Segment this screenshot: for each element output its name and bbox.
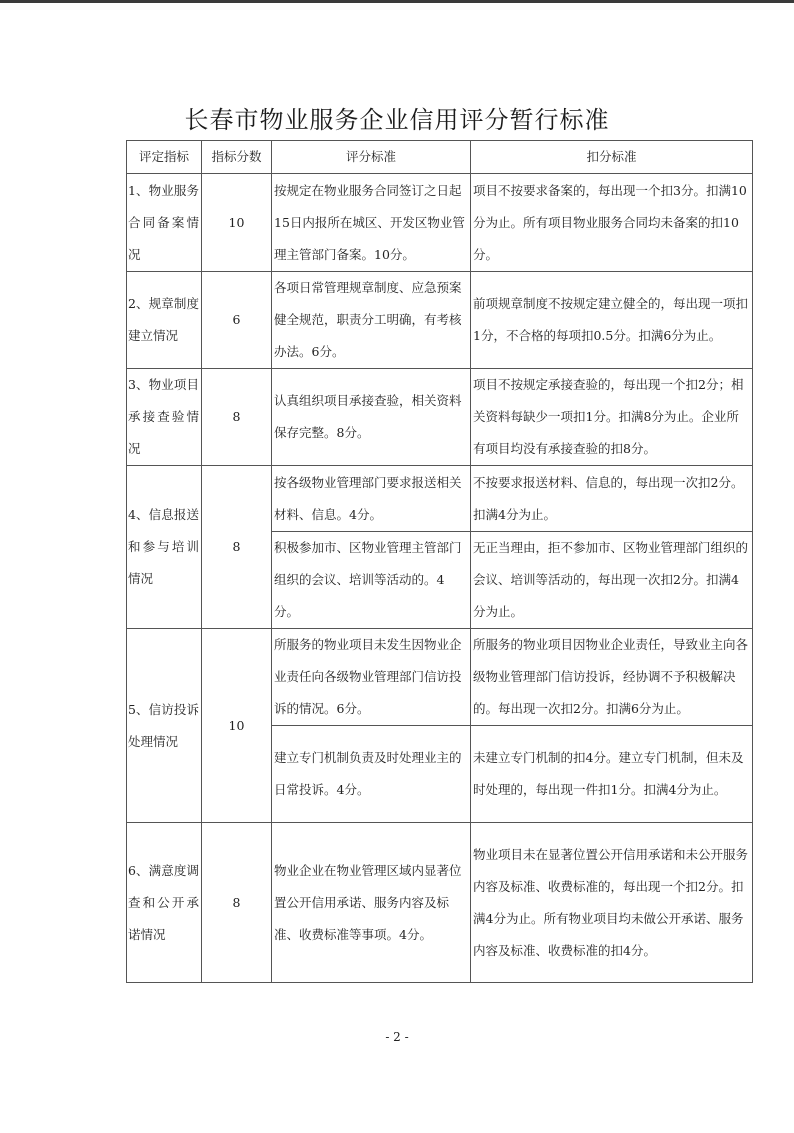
standard-cell: 物业企业在物业管理区域内显著位置公开信用承诺、服务内容及标准、收费标准等事项。4分。 xyxy=(272,823,471,983)
standard-cell: 各项日常管理规章制度、应急预案健全规范，职责分工明确，有考核办法。6分。 xyxy=(272,272,471,369)
table-row xyxy=(127,466,753,532)
score-cell: 10 xyxy=(202,174,272,272)
table-header-row xyxy=(127,141,753,174)
header-score: 指标分数 xyxy=(202,141,272,174)
indicator-cell: 1、物业服务合同备案情况 xyxy=(127,174,202,272)
deduction-cell: 不按要求报送材料、信息的，每出现一次扣2分。扣满4分为止。 xyxy=(471,466,753,532)
scan-top-edge xyxy=(0,0,794,3)
indicator-cell: 2、规章制度建立情况 xyxy=(127,272,202,369)
score-cell: 8 xyxy=(202,466,272,629)
indicator-cell: 4、信息报送和参与培训情况 xyxy=(127,466,202,629)
table-row xyxy=(127,369,753,466)
header-indicator: 评定指标 xyxy=(127,141,202,174)
indicator-cell: 5、信访投诉处理情况 xyxy=(127,629,202,823)
scoring-table xyxy=(126,140,753,983)
deduction-cell: 项目不按规定承接查验的，每出现一个扣2分；相关资料每缺少一项扣1分。扣满8分为止。企业所有项目均没有承接查验的扣8分。 xyxy=(471,369,753,466)
deduction-cell: 物业项目未在显著位置公开信用承诺和未公开服务内容及标准、收费标准的，每出现一个扣2分。扣满4分为止。所有物业项目均未做公开承诺、服务内容及标准、收费标准的扣4分。 xyxy=(471,823,753,983)
standard-cell: 按各级物业管理部门要求报送相关材料、信息。4分。 xyxy=(272,466,471,532)
indicator-cell: 6、满意度调查和公开承诺情况 xyxy=(127,823,202,983)
deduction-cell: 未建立专门机制的扣4分。建立专门机制，但未及时处理的，每出现一件扣1分。扣满4分为止。 xyxy=(471,726,753,823)
indicator-cell: 3、物业项目承接查验情况 xyxy=(127,369,202,466)
score-cell: 8 xyxy=(202,369,272,466)
standard-cell: 认真组织项目承接查验，相关资料保存完整。8分。 xyxy=(272,369,471,466)
table-row xyxy=(127,823,753,983)
table-row xyxy=(127,174,753,272)
header-deduction: 扣分标准 xyxy=(471,141,753,174)
standard-cell: 按规定在物业服务合同签订之日起15日内报所在城区、开发区物业管理主管部门备案。10分。 xyxy=(272,174,471,272)
score-cell: 10 xyxy=(202,629,272,823)
score-cell: 6 xyxy=(202,272,272,369)
page-number: - 2 - xyxy=(385,1030,409,1044)
standard-cell: 建立专门机制负责及时处理业主的日常投诉。4分。 xyxy=(272,726,471,823)
score-cell: 8 xyxy=(202,823,272,983)
table-row xyxy=(127,272,753,369)
header-standard: 评分标准 xyxy=(272,141,471,174)
document-title: 长春市物业服务企业信用评分暂行标准 xyxy=(184,106,610,134)
table-row xyxy=(127,629,753,726)
standard-cell: 积极参加市、区物业管理主管部门组织的会议、培训等活动的。4分。 xyxy=(272,532,471,629)
deduction-cell: 项目不按要求备案的，每出现一个扣3分。扣满10分为止。所有项目物业服务合同均未备案的扣10分。 xyxy=(471,174,753,272)
deduction-cell: 前项规章制度不按规定建立健全的，每出现一项扣1分，不合格的每项扣0.5分。扣满6分为止。 xyxy=(471,272,753,369)
standard-cell: 所服务的物业项目未发生因物业企业责任向各级物业管理部门信访投诉的情况。6分。 xyxy=(272,629,471,726)
deduction-cell: 所服务的物业项目因物业企业责任，导致业主向各级物业管理部门信访投诉，经协调不予积极解决的。每出现一次扣2分。扣满6分为止。 xyxy=(471,629,753,726)
deduction-cell: 无正当理由，拒不参加市、区物业管理部门组织的会议、培训等活动的，每出现一次扣2分。扣满4分为止。 xyxy=(471,532,753,629)
